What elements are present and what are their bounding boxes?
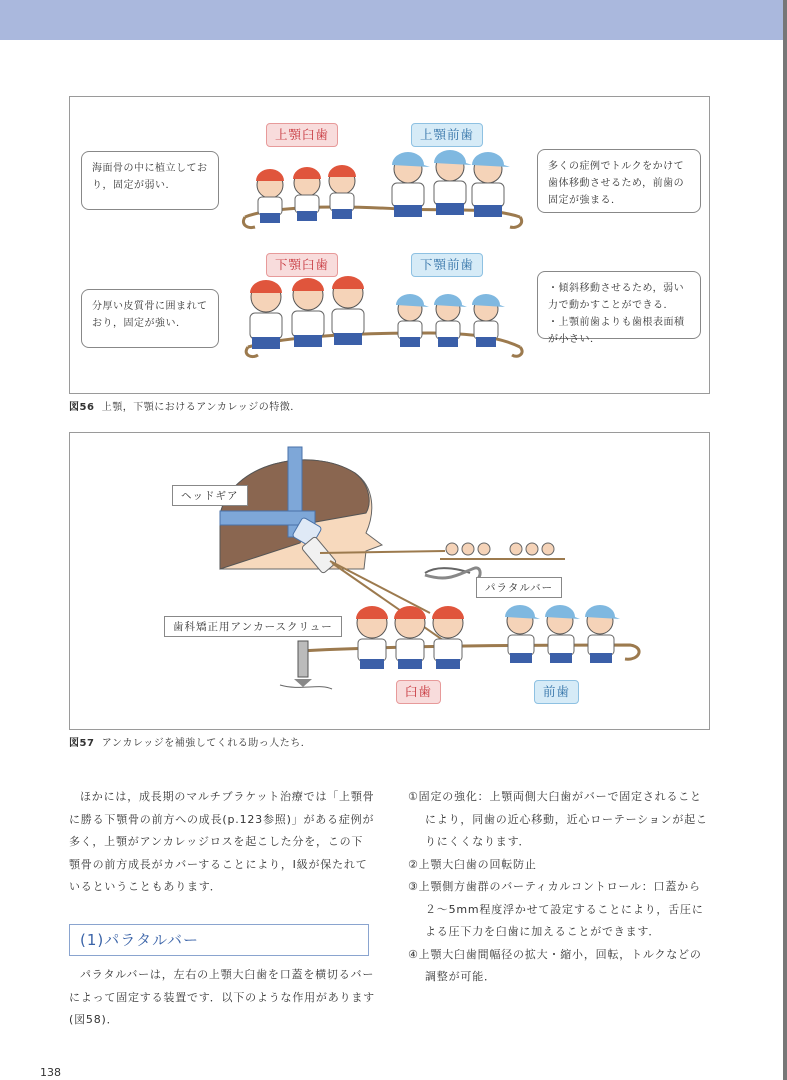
blue-team-main — [505, 605, 620, 663]
tug-of-war-illustration — [70, 97, 709, 393]
label-headgear: ヘッドギア — [172, 485, 248, 506]
label-palatal-bar: パラタルバー — [476, 577, 562, 598]
small-team — [425, 543, 565, 573]
red-team-upper — [256, 165, 356, 223]
blue-team-upper — [392, 150, 510, 217]
page-edge — [783, 0, 787, 1080]
label-mandible-molar: 下顎臼歯 — [266, 253, 338, 277]
list-item-1: ①固定の強化：上顎両側大臼歯がバーで固定されることにより，同歯の近心移動，近心ローテーションが起こりにくくなります． — [408, 790, 708, 848]
label-anchor-screw: 歯科矯正用アンカースクリュー — [164, 616, 342, 637]
anchorage-helpers-illustration — [70, 433, 709, 729]
label-incisor: 前歯 — [534, 680, 579, 704]
label-maxilla-molar: 上顎臼歯 — [266, 123, 338, 147]
page-number: 138 — [40, 1066, 61, 1079]
label-mandible-incisor: 下顎前歯 — [411, 253, 483, 277]
figure-56-caption — [69, 398, 301, 413]
left-column-paragraph-2 — [69, 964, 375, 1032]
bubble-lower-right-line2: ・上顎前歯よりも歯根表面積が小さい． — [548, 317, 685, 345]
left-column-paragraph-1 — [69, 786, 375, 899]
bubble-lower-right-line1: ・傾斜移動させるため，弱い力で動かすことができる． — [548, 283, 685, 311]
caption-57-number: 図57 — [69, 738, 95, 749]
label-maxilla-incisor: 上顎前歯 — [411, 123, 483, 147]
caption-56-number: 図56 — [69, 402, 95, 413]
section-title-palatal-bar: (1)パラタルバー — [69, 924, 369, 956]
label-molar: 臼歯 — [396, 680, 441, 704]
header-band — [0, 0, 783, 40]
right-column-list — [408, 786, 712, 989]
list-item-2: ②上顎大臼歯の回転防止 — [408, 857, 537, 871]
figure-56 — [69, 96, 710, 394]
paragraph-2-text: パラタルバーは，左右の上顎大臼歯を口蓋を横切るバーによって固定する装置です．以下のような作用があります(図58)． — [69, 968, 375, 1026]
bubble-upper-right: 多くの症例でトルクをかけて歯体移動させるため，前歯の固定が強まる． — [537, 149, 701, 213]
list-item-3: ③上顎側方歯群のバーティカルコントロール：口蓋から２～5mm程度浮かせて設定することにより，舌圧による圧下力を臼歯に加えることができます． — [408, 880, 704, 938]
figure-57-caption — [69, 734, 311, 749]
red-team-lower — [250, 276, 364, 349]
red-team-main — [356, 606, 464, 669]
list-item-4: ④上顎大臼歯間幅径の拡大・縮小，回転，トルクなどの調整が可能． — [408, 947, 702, 983]
paragraph-1-text: ほかには，成長期のマルチブラケット治療では「上顎骨に勝る下顎骨の前方への成長(p.123参照)」がある症例が多く，上顎がアンカレッジロスを起こした分を，この下顎骨の前方成長がカバーすることにより，Ⅰ級が保たれているということもあります． — [69, 790, 375, 893]
bubble-upper-left: 海面骨の中に植立しており，固定が弱い． — [81, 151, 219, 210]
bubble-lower-right — [537, 271, 701, 345]
figure-57 — [69, 432, 710, 730]
bubble-lower-left: 分厚い皮質骨に囲まれており，固定が強い． — [81, 289, 219, 348]
blue-team-lower — [396, 294, 505, 347]
caption-56-text: 上顎，下顎におけるアンカレッジの特徴． — [101, 402, 301, 413]
caption-57-text: アンカレッジを補強してくれる助っ人たち． — [101, 738, 312, 749]
